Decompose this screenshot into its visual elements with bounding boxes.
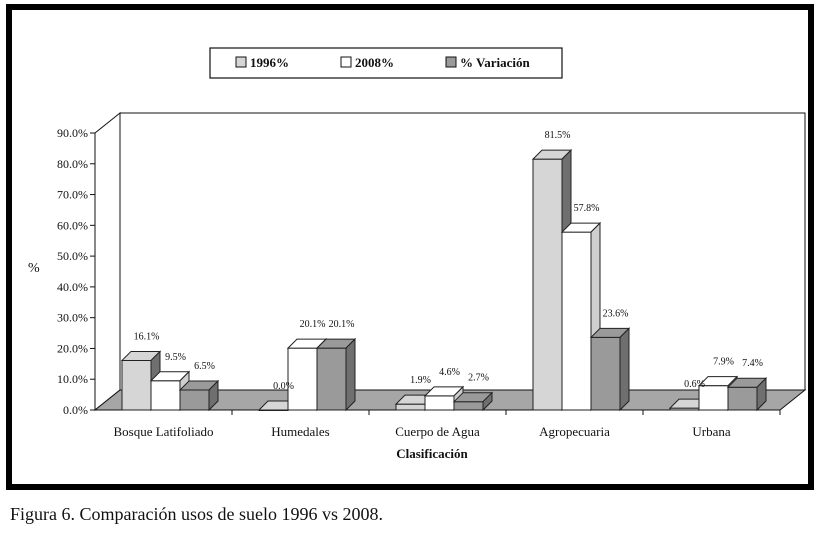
data-label-1996-1: 0.0%: [273, 381, 294, 392]
legend-label-variacion: % Variación: [460, 55, 530, 70]
legend-label-2008: 2008%: [355, 55, 394, 70]
x-tick-label: Urbana: [692, 424, 731, 439]
bar-front: [591, 337, 620, 410]
data-label-variacion-3: 23.6%: [602, 308, 629, 320]
bar-front: [122, 360, 151, 410]
x-tick-label: Agropecuaria: [539, 424, 610, 439]
data-label-2008-2: 4.6%: [439, 366, 460, 378]
bar-variacion-3: [591, 328, 629, 410]
y-tick-label: 30.0%: [57, 310, 88, 325]
y-tick-label: 50.0%: [57, 249, 88, 264]
bar-front: [728, 387, 757, 410]
y-tick-label: 10.0%: [57, 372, 88, 387]
y-axis-label: %: [28, 261, 40, 276]
legend-swatch-variacion: [446, 57, 456, 67]
y-tick-label: 20.0%: [57, 341, 88, 356]
y-tick-label: 0.0%: [63, 403, 88, 417]
bar-side: [620, 328, 629, 410]
bar-front: [562, 232, 591, 410]
y-tick-label: 90.0%: [57, 126, 88, 140]
y-tick-label: 60.0%: [57, 218, 88, 233]
data-label-variacion-1: 20.1%: [328, 319, 355, 331]
legend-swatch-2008: [341, 57, 351, 67]
x-tick-label: Bosque Latifoliado: [113, 424, 214, 439]
bar-side: [346, 339, 355, 410]
x-tick-label: Cuerpo de Agua: [395, 424, 480, 439]
side-wall: [95, 113, 120, 410]
data-label-1996-3: 81.5%: [544, 130, 571, 142]
bar-variacion-4: [728, 378, 766, 410]
back-wall: [120, 113, 805, 390]
data-label-variacion-4: 7.4%: [742, 358, 763, 370]
x-tick-label: Humedales: [271, 424, 330, 439]
data-label-1996-4: 0.6%: [684, 379, 705, 391]
bar-front: [396, 404, 425, 410]
bar-front: [180, 390, 209, 410]
bar-front: [533, 159, 562, 410]
legend-swatch-1996: [236, 57, 246, 67]
x-axis-label: Clasificación: [396, 446, 468, 461]
data-label-2008-3: 57.8%: [573, 203, 600, 215]
bar-front: [317, 348, 346, 410]
bar-front: [425, 396, 454, 410]
data-label-2008-1: 20.1%: [299, 319, 326, 331]
bar-variacion-0: [180, 381, 218, 410]
data-label-1996-2: 1.9%: [410, 375, 431, 387]
figure-caption: Figura 6. Comparación usos de suelo 1996 vs 2008.: [10, 504, 383, 524]
bar-variacion-2: [454, 393, 492, 410]
legend-label-1996: 1996%: [250, 55, 289, 70]
data-label-2008-4: 7.9%: [713, 356, 734, 368]
data-label-variacion-2: 2.7%: [468, 372, 489, 384]
y-tick-label: 80.0%: [57, 156, 88, 171]
data-label-variacion-0: 6.5%: [194, 360, 215, 372]
y-tick-label: 70.0%: [57, 187, 88, 202]
bar-front: [288, 348, 317, 410]
bar-front: [454, 402, 483, 410]
data-label-2008-0: 9.5%: [165, 351, 186, 363]
legend: [210, 48, 562, 78]
data-label-1996-0: 16.1%: [133, 331, 160, 343]
bar-variacion-1: [317, 339, 355, 410]
y-tick-label: 40.0%: [57, 279, 88, 294]
bar-front: [151, 381, 180, 410]
